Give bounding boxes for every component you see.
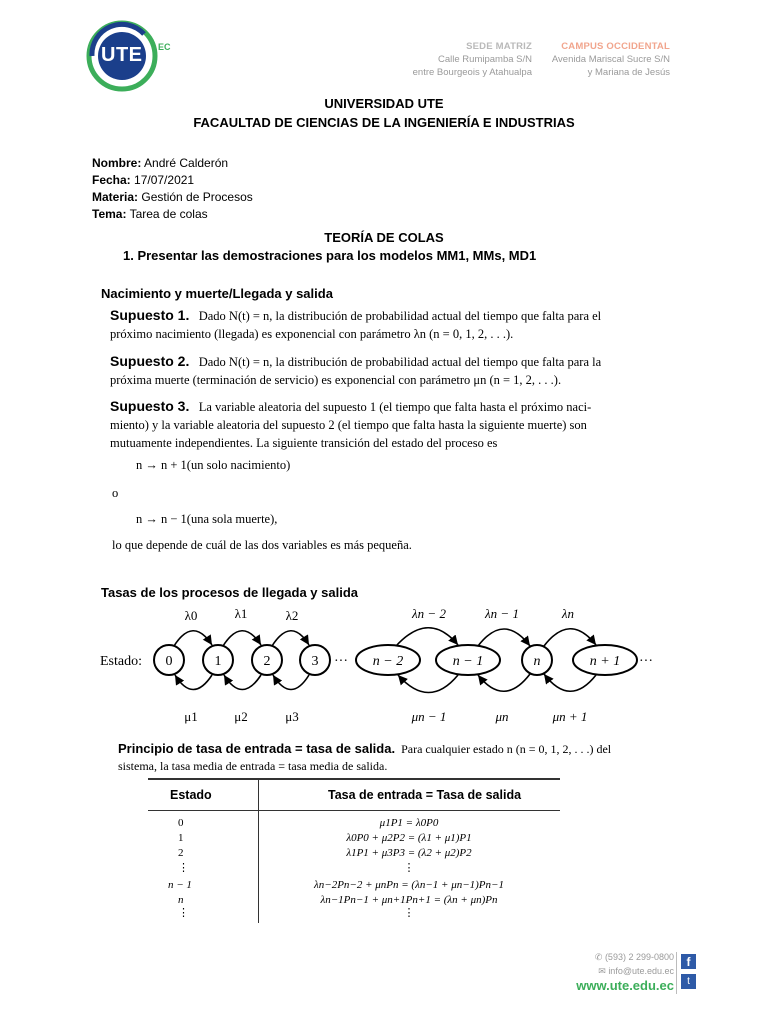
- logo-suffix: EC: [158, 42, 171, 52]
- logo-text: UTE: [101, 44, 143, 66]
- assumption-2-label: Supuesto 2.: [110, 353, 190, 369]
- campus-line2: y Mariana de Jesús: [587, 67, 670, 78]
- topic-title: TEORÍA DE COLAS: [324, 230, 444, 245]
- label-mu-2: μ2: [234, 709, 248, 724]
- section-birth-death: Nacimiento y muerte/Llegada y salida: [101, 286, 333, 301]
- label-lambda-n-1: λn − 1: [485, 606, 519, 621]
- state-n: [522, 645, 552, 675]
- meta-row-topic: Tema: Tarea de colas: [92, 207, 208, 221]
- assumption-3-label: Supuesto 3.: [110, 398, 190, 414]
- table-header-rule: [148, 810, 560, 811]
- svg-text:3: 3: [311, 654, 319, 669]
- assumption-1: Supuesto 1. Dado N(t) = n, la distribución de probabilidad actual del tiempo que falta para el próximo nacimiento (llegada) es exponencial con parámetro λn (n = 0, 1, 2, . . .).: [110, 307, 602, 341]
- twitter-icon[interactable]: t: [681, 974, 696, 989]
- campus-title: CAMPUS OCCIDENTAL: [561, 41, 670, 52]
- ute-logo: [86, 20, 176, 92]
- arc-mu-n-1: [398, 675, 458, 693]
- campus-address: [540, 40, 670, 79]
- ellipsis-2: ···: [639, 654, 653, 669]
- label-lambda-n: λn: [561, 606, 575, 621]
- label-mu-n: μn: [495, 709, 509, 724]
- table-top-rule: [148, 778, 560, 780]
- assumption-1-label: Supuesto 1.: [110, 307, 190, 323]
- svg-text:2: 2: [263, 654, 271, 669]
- assumption-3: Supuesto 3. La variable aleatoria del supuesto 1 (el tiempo que falta hasta el próximo naci- miento) y la variable aleatoria del supuesto 2 (el tiempo que falta hasta la siguiente muerte) son mutuamente independientes. La siguiente transición del estado del proceso es: [110, 398, 592, 450]
- label-lambda-2: λ2: [285, 608, 299, 623]
- label-mu-n-1: μn − 1: [411, 709, 447, 724]
- arc-lambda-2: [272, 631, 309, 646]
- table-row: ⋮ ⋮: [178, 862, 415, 874]
- svg-text:n − 1: n − 1: [452, 654, 484, 669]
- state-2: [252, 645, 282, 675]
- ellipsis-1: ···: [334, 654, 348, 669]
- balance-table: [148, 778, 560, 928]
- arc-mu-n-plus-1: [544, 674, 596, 691]
- sede-line1: Calle Rumipamba S/N: [438, 54, 532, 65]
- arc-lambda-1: [223, 631, 261, 646]
- transition-conclusion: lo que depende de cuál de las dos variables es más pequeña.: [112, 538, 412, 552]
- svg-text:n + 1: n + 1: [589, 654, 621, 669]
- meta-row-name: Nombre: André Calderón: [92, 156, 229, 170]
- transition-birth: n → n + 1(un solo nacimiento): [136, 458, 291, 472]
- diagram-prefix: Estado:: [100, 654, 142, 669]
- arc-mu-1: [175, 675, 212, 690]
- table-header-state: Estado: [170, 788, 212, 802]
- svg-text:n: n: [533, 654, 541, 669]
- transition-or: o: [112, 486, 119, 500]
- label-lambda-0: λ0: [184, 608, 198, 623]
- university-title: UNIVERSIDAD UTE: [324, 96, 444, 111]
- meta-row-date: Fecha: 17/07/2021: [92, 173, 195, 187]
- sede-address: [390, 40, 532, 79]
- arc-mu-2: [224, 675, 261, 690]
- faculty-title: FACAULTAD DE CIENCIAS DE LA INGENIERÍA E INDUSTRIAS: [193, 115, 575, 130]
- principle-label: Principio de tasa de entrada = tasa de salida.: [118, 741, 396, 756]
- campus-line1: Avenida Mariscal Sucre S/N: [551, 54, 670, 65]
- rate-diagram: [96, 600, 666, 725]
- label-mu-1: μ1: [184, 709, 198, 724]
- footer-phone: (593) 2 299-0800: [604, 952, 674, 962]
- sede-line2: entre Bourgeois y Atahualpa: [412, 67, 532, 78]
- label-mu-n-plus-1: μn + 1: [552, 709, 588, 724]
- state-n-plus-1: [573, 645, 637, 675]
- label-lambda-n-2: λn − 2: [412, 606, 446, 621]
- state-1: [203, 645, 233, 675]
- task-item: 1. Presentar las demostraciones para los modelos MM1, MMs, MD1: [123, 248, 537, 263]
- meta-row-subject: Materia: Gestión de Procesos: [92, 190, 253, 204]
- table-header-rates: Tasa de entrada = Tasa de salida: [328, 788, 522, 802]
- table-row: 1 λ0P0 + μ2P2 = (λ1 + μ1)P1: [178, 832, 472, 844]
- arc-lambda-n: [544, 629, 596, 646]
- state-n-minus-1: [436, 645, 500, 675]
- footer-contact: [576, 950, 674, 994]
- transition-death: n → n − 1(una sola muerte),: [136, 512, 278, 526]
- table-row: 0 μ1P1 = λ0P0: [178, 817, 439, 829]
- meta-block: [92, 155, 253, 223]
- table-row: ⋮ ⋮: [178, 907, 415, 919]
- arc-lambda-n-2: [396, 628, 458, 646]
- table-row: n λn−1Pn−1 + μn+1Pn+1 = (λn + μn)Pn: [178, 894, 498, 906]
- facebook-icon[interactable]: f: [681, 954, 696, 969]
- state-n-minus-2: [356, 645, 420, 675]
- footer-phone-row: [576, 950, 674, 964]
- svg-text:0: 0: [165, 654, 173, 669]
- svg-text:n − 2: n − 2: [372, 654, 404, 669]
- arc-mu-3: [273, 675, 309, 690]
- footer-web[interactable]: www.ute.edu.ec: [576, 978, 674, 993]
- footer-email: info@ute.edu.ec: [608, 966, 674, 976]
- footer-email-row: [576, 964, 674, 978]
- state-0: [154, 645, 184, 675]
- state-3: [300, 645, 330, 675]
- table-row: n − 1 λn−2Pn−2 + μnPn = (λn−1 + μn−1)Pn−1: [168, 879, 504, 891]
- svg-text:1: 1: [214, 654, 222, 669]
- phone-icon: ✆: [594, 952, 603, 962]
- label-mu-3: μ3: [285, 709, 299, 724]
- table-row: 2 λ1P1 + μ3P3 = (λ2 + μ2)P2: [178, 847, 472, 859]
- arc-lambda-n-1: [478, 629, 530, 646]
- label-lambda-1: λ1: [234, 606, 248, 621]
- principle-block: Principio de tasa de entrada = tasa de salida. Para cualquier estado n (n = 0, 1, 2, . . .) del sistema, la tasa media de entrada = tasa media de salida.: [118, 741, 612, 773]
- sede-title: SEDE MATRIZ: [466, 41, 532, 52]
- arc-mu-n: [478, 674, 530, 691]
- assumption-2: Supuesto 2. Dado N(t) = n, la distribución de probabilidad actual del tiempo que falta para la próxima muerte (terminación de servicio) es exponencial con parámetro μn (n = 1, 2, . . .).: [110, 353, 602, 387]
- mail-icon: ✉: [598, 966, 606, 976]
- footer-divider: [676, 952, 677, 994]
- section-rates: Tasas de los procesos de llegada y salida: [101, 585, 358, 600]
- arc-lambda-0: [174, 631, 212, 646]
